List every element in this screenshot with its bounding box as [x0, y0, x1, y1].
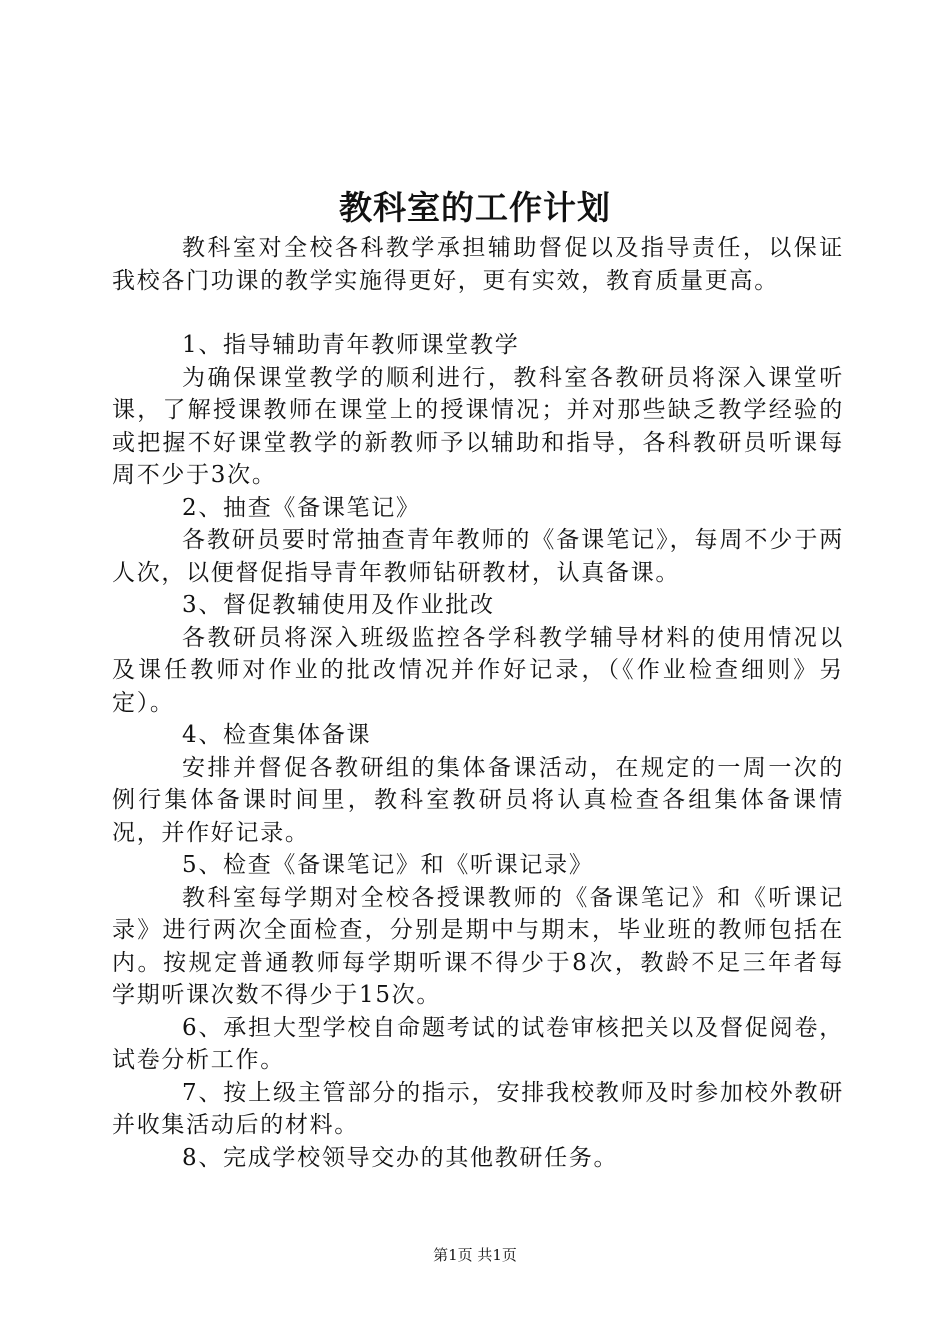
section-body-2: 各教研员要时常抽查青年教师的《备课笔记》，每周不少于两人次，以便督促指导青年教师钻研教材，认真备课。	[112, 527, 844, 586]
document-title: 教科室的工作计划	[339, 188, 611, 227]
intro-paragraph: 教科室对全校各科教学承担辅助督促以及指导责任，以保证我校各门功课的教学实施得更好，更有实效，教育质量更高。	[112, 235, 844, 294]
section-heading-1: 1、指导辅助青年教师课堂教学	[182, 332, 520, 358]
page-footer: 第1页 共1页	[433, 1246, 517, 1264]
section-body-4: 安排并督促各教研组的集体备课活动，在规定的一周一次的例行集体备课时间里，教科室教研员将认真检查各组集体备课情况，并作好记录。	[112, 754, 844, 846]
section-heading-4: 4、检查集体备课	[182, 722, 372, 748]
document-body	[112, 232, 844, 1174]
section-body-5: 教科室每学期对全校各授课教师的《备课笔记》和《听课记录》进行两次全面检查，分别是期中与期末，毕业班的教师包括在内。按规定普通教师每学期听课不得少于8次，教龄不足三年者每学期听课次数不得少于15次。	[112, 884, 844, 1008]
section-heading-2: 2、抽查《备课笔记》	[182, 494, 421, 521]
section-heading-5: 5、检查《备课笔记》和《听课记录》	[182, 852, 594, 878]
item-8: 8、完成学校领导交办的其他教研任务。	[182, 1144, 619, 1171]
section-body-3: 各教研员将深入班级监控各学科教学辅导材料的使用情况以及课任教师对作业的批改情况并作好记录，（《作业检查细则》另定）。	[112, 624, 844, 716]
item-7: 7、按上级主管部分的指示，安排我校教师及时参加校外教研并收集活动后的材料。	[112, 1079, 844, 1138]
section-heading-3: 3、督促教辅使用及作业批改	[182, 592, 495, 618]
section-body-1: 为确保课堂教学的顺利进行，教科室各教研员将深入课堂听课，了解授课教师在课堂上的授课情况；并对那些缺乏教学经验的或把握不好课堂教学的新教师予以辅助和指导，各科教研员听课每周不少于3次。	[112, 364, 844, 488]
item-6: 6、承担大型学校自命题考试的试卷审核把关以及督促阅卷，试卷分析工作。	[112, 1014, 844, 1073]
